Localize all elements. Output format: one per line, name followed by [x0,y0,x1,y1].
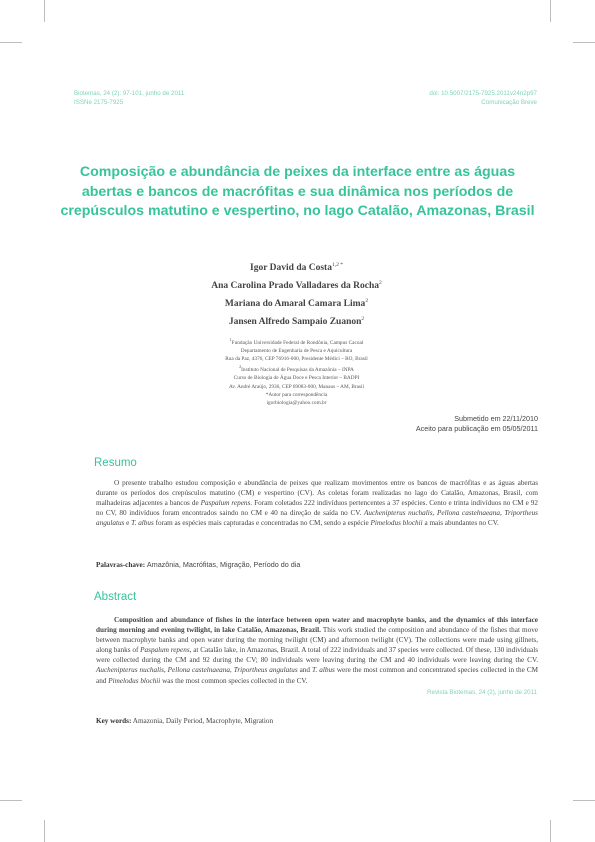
abstract-text [96,615,538,686]
abstract-keywords [96,717,538,725]
author-name [150,262,443,273]
body-text: , at Catalão lake, in Amazonas, Brazil. A total of 222 individuals and 37 species were collected. Of these, 130 individuals were collected during the CM and 92 during the CV; 80 individuals were leaving during the CM and 40 individuals were leaving during the CV. [96,646,538,665]
crop-mark-bottom-left-v [44,820,45,842]
accepted-date: Aceito para publicação em 05/05/2011 [415,424,538,433]
resumo-keywords [96,560,538,569]
body-text: O presente trabalho estudou composição e abundância de peixes que realizam movimentos entre os bancos de macrófitas e as águas abertas durante os períodos dos crepúsculos matutino (CM) e vespertino (CV). As coletas foram realizadas no lago do Catalão, Amazonas, Brasil, com malhadeiras adjacentes a bancos de [96,479,538,508]
affiliation-text: Departamento de Engenharia de Pesca e Aquicultura [240,347,353,354]
article-title: Composição e abundância de peixes da interface entre as águas abertas e bancos de macrófitas e sua dinâmica nos períodos de crepúsculos matutino e vespertino, no lago Catalão, Amazonas, Brasil [60,164,535,219]
resumo-heading: Resumo [94,457,137,469]
resumo-body [96,478,538,528]
species-name: T. albus [131,519,154,528]
resumo-keywords-value: Amazônia, Macrófitas, Migração, Período do dia [146,560,301,569]
affiliation-marker: 1 [229,337,232,342]
author-affiliation-marker: 2 [361,316,365,322]
abstract-body [96,615,538,686]
body-text: and [297,666,312,675]
body-text: was the most common species collected in the CV. [160,676,308,685]
resumo-text [96,478,538,528]
abstract-keywords-label: Key words: [96,717,132,725]
abstract-heading: Abstract [94,591,137,603]
body-text: . Foram coletados 222 indivíduos pertencentes a 37 espécies. Cento e trinta indivíduos no CM e 92 no CV, 80 indivíduos foram encontrados saindo no CM e 40 na direção de saída no CV. [96,499,538,518]
species-name: Paspalum repens [140,646,190,655]
author-affiliation-marker: 2 [365,298,369,304]
affiliation-line [150,355,443,363]
affiliations [150,336,443,407]
author-name-text: Igor David da Costa [250,263,332,274]
affiliation-line [150,383,443,391]
crop-mark-top-left-h [0,42,22,43]
running-header-left [74,89,184,107]
author-name [150,298,443,309]
affiliation-text: *Autor para correspondência [265,391,328,398]
affiliation-line [150,399,443,407]
crop-mark-top-left-v [44,0,45,22]
affiliation-line [150,363,443,374]
crop-mark-bottom-right-h [573,800,595,801]
body-text: a mais abundantes no CV. [422,519,499,528]
affiliation-text: Rua da Paz, 4376, CEP 76916-000, Presidente Médici – RO, Brasil [225,356,368,363]
body-text: This work studied the composition and abundance of the fishes that move between macrophyte banks and open water during the morning twilight (CM) and afternoon twilight (CV). The collections were made using gillnets, along banks of [96,626,539,655]
author-name-text: Jansen Alfredo Sampaio Zuanon [228,317,362,328]
species-name: Auchenipterus nuchalis, Pellona castelnaeana, Triportheus angulatus [96,666,298,675]
affiliation-text: igorbiologia@yahoo.com.br [266,399,327,406]
species-name: Pimelodus blochii [370,519,423,528]
affiliation-text: Av. André Araújo, 2936, CEP 69083-000, Manaus – AM, Brasil [228,383,364,390]
crop-mark-top-right-v [550,0,551,22]
author-affiliation-marker: 1,2 * [331,262,343,268]
doi: doi: 10.5007/2175-7925.2011v24n2p97 [429,90,537,97]
crop-mark-top-right-h [573,42,595,43]
crop-mark-bottom-left-h [0,800,22,801]
abstract-keywords-value: Amazonia, Daily Period, Macrophyte, Migration [132,717,274,725]
running-header-right [429,89,537,107]
body-text: foram as espécies mais capturadas e concentradas no CM, sendo a espécie [153,519,371,528]
author-affiliation-marker: 2 [379,280,382,286]
affiliation-text: Curso de Biologia de Água Doce e Pesca Interior – BADPI [233,375,360,382]
article-type: Comunicação Breve [481,99,537,106]
submitted-date: Submetido em 22/11/2010 [454,414,538,423]
issn: ISSNe 2175-7925 [74,99,124,106]
species-name: Paspalum repens [200,499,251,508]
submission-dates [416,414,538,434]
body-text: e [124,519,132,528]
body-text: were the most common and concentrated species collected in the CM and [96,666,538,685]
author-name [150,280,443,291]
journal-citation: Biotemas, 24 (2): 97-101, junho de 2011 [74,90,185,97]
abstract-english-title: Composition and abundance of fishes in the interface between open water and macrophyte banks, and the dynamics of this interface during morning and evening twilight, in lake Catalão, Amazonas, Brazil. [96,616,538,635]
resumo-keywords-label: Palavras-chave: [96,561,146,569]
species-name: Auchenipterus nuchalis, Pellona castelnaeana, Triportheus angulatus [96,509,538,528]
author-name [150,316,443,327]
affiliation-text: Fundação Universidade Federal de Rondônia, Campus Cacoal [231,339,364,346]
page-footer: Revista Biotemas, 24 (2), junho de 2011 [427,689,537,696]
affiliation-line [150,374,443,382]
species-name: T. albus [312,666,335,675]
author-name-text: Mariana do Amaral Camara Lima [224,299,366,310]
author-name-text: Ana Carolina Prado Valladares da Rocha [211,281,380,292]
species-name: Pimelodus blochii [108,676,161,685]
crop-mark-bottom-right-v [550,820,551,842]
affiliation-line [150,336,443,347]
affiliation-text: Instituto Nacional de Pesquisas da Amazônia – INPA [241,367,354,374]
affiliation-marker: 2 [239,364,242,370]
affiliation-line [150,347,443,355]
affiliation-line [150,391,443,399]
